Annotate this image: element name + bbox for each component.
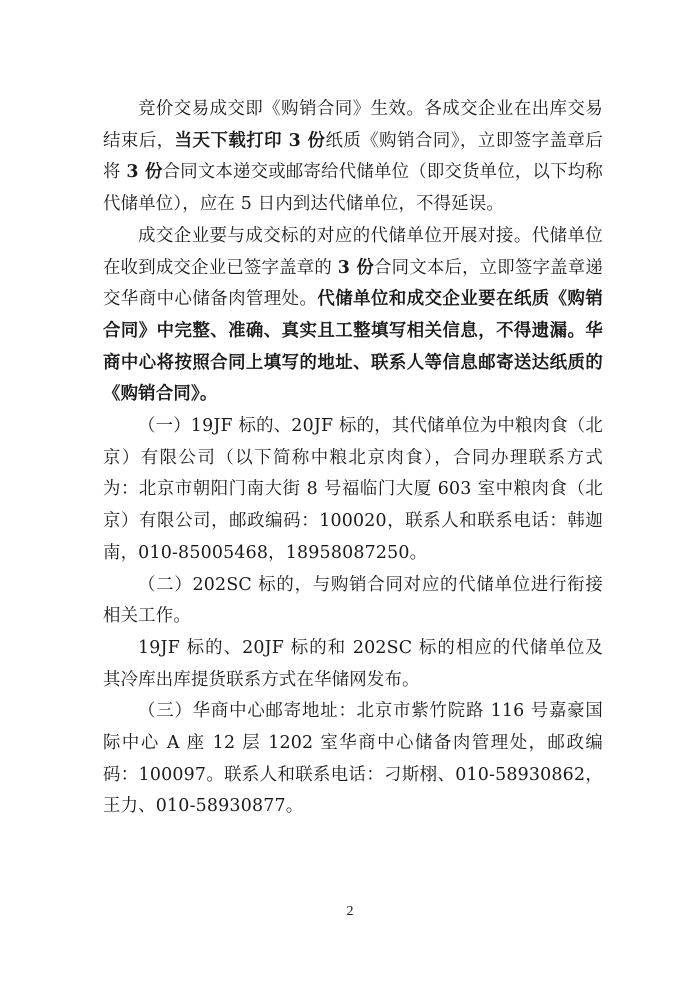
page-number: 2 <box>346 904 354 919</box>
text-run: （二）202SC 标的，与购销合同对应的代储单位进行衔接相关工作。 <box>103 574 603 627</box>
text-run: 19JF 标的、20JF 标的和 202SC 标的相应的代储单位及其冷库出库提货联系方式在华储网发布。 <box>103 637 603 690</box>
paragraph-publication-note <box>103 633 603 696</box>
paragraph-section-one <box>103 411 603 570</box>
text-run: 合同文本递交或邮寄给代储单位（即交货单位，以下均称代储单位），应在 5 日内到达代储单位，不得延误。 <box>103 162 603 215</box>
text-run: 成交企业要与成交标的对应的代储单位开展对接。代储单位在收到成交企业已签字盖章的 <box>103 225 603 278</box>
text-run: 竞价交易成交即《购销合同》生效。各成交企业在出库交易结束后， <box>103 99 603 151</box>
text-run-bold: 当天下载打印 3 份 <box>174 130 326 151</box>
text-run-bold: 3 份 <box>337 257 374 278</box>
text-run-bold: 代储单位和成交企业要在纸质《购销合同》中完整、准确、真实且工整填写相关信息，不得遗漏。华商中心将按照合同上填写的地址、联系人等信息邮寄送达纸质的《购销合同》。 <box>103 289 603 405</box>
text-run: （三）华商中心邮寄地址：北京市紫竹院路 116 号嘉豪国际中心 A 座 12 层 1202 室华商中心储备肉管理处，邮政编码：100097。联系人和联系电话：刁斯栩、010-58930862，王力、010-58930877。 <box>103 701 603 817</box>
text-run: （一）19JF 标的、20JF 标的，其代储单位为中粮肉食（北京）有限公司（以下简称中粮北京肉食），合同办理联系方式为：北京市朝阳门南大街 8 号福临门大厦 603 室中粮肉食（北京）有限公司，邮政编码：100020，联系人和联系电话：韩迦南，010-85005468，18958087250。 <box>103 416 603 563</box>
paragraph-storage-unit-contact <box>103 221 603 411</box>
paragraph-section-three <box>103 696 603 823</box>
text-run: 合同文本后，立即签字盖章递交华商中心储备肉管理处。 <box>103 257 603 310</box>
paragraph-contract-effective <box>103 94 603 221</box>
text-run: 纸质《购销合同》，立即签字盖章后将 <box>103 130 603 183</box>
text-run-bold: 3 份 <box>126 162 163 183</box>
document-body <box>103 94 603 823</box>
paragraph-section-two <box>103 570 603 633</box>
